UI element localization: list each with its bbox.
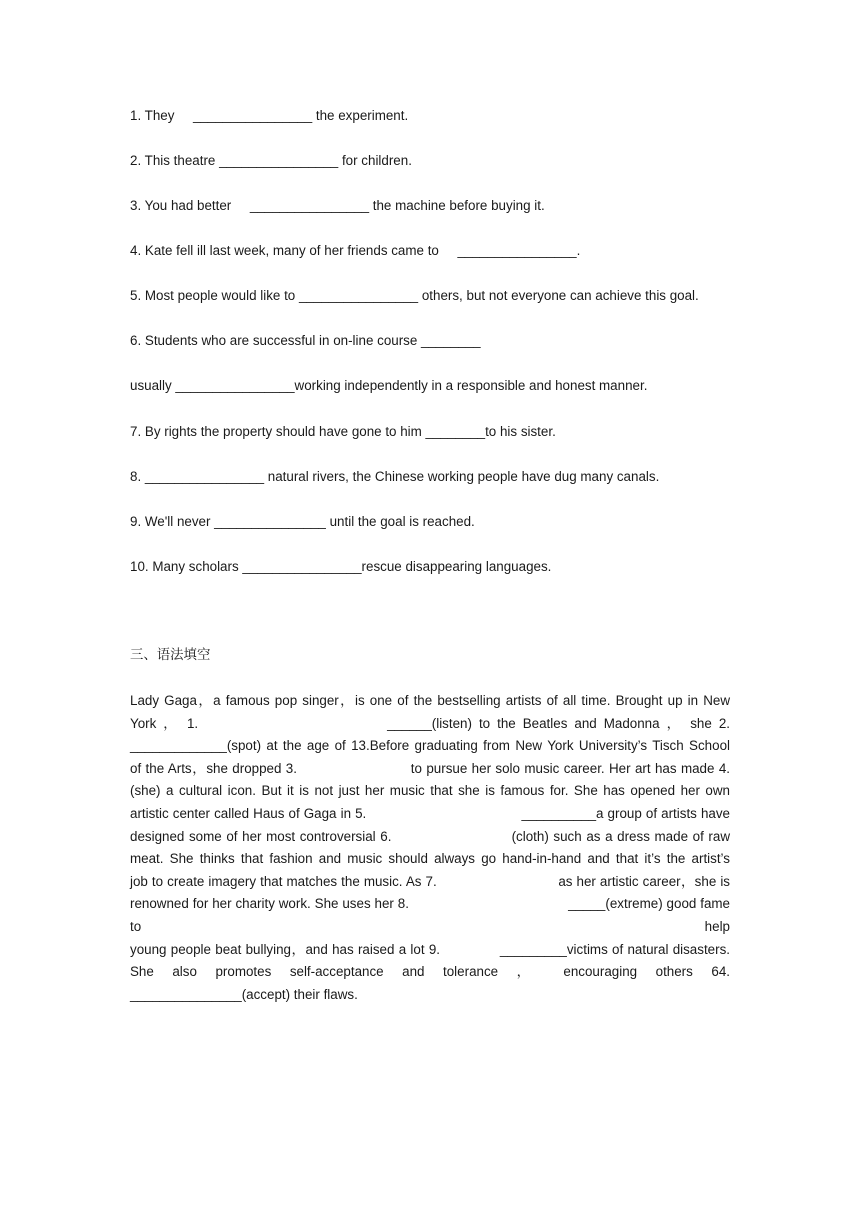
passage-line: designed some of her most controversial 6. (cloth) such as a dress made of raw	[130, 828, 730, 844]
exercise-line: 4. Kate fell ill last week, many of her friends came to ________________.	[130, 243, 581, 258]
passage-line: meat. She thinks that fashion and music should always go hand-in-hand and that it’s the artist’s	[130, 851, 730, 867]
passage-line: artistic center called Haus of Gaga in 5. __________a group of artists have	[130, 805, 730, 821]
exercise-line: 10. Many scholars ________________rescue disappearing languages.	[130, 559, 552, 574]
exercise-line: 8. ________________ natural rivers, the Chinese working people have dug many canals.	[130, 469, 660, 484]
exercise-line: 2. This theatre ________________ for children.	[130, 153, 412, 168]
passage-line: renowned for her charity work. She uses her 8. _____(extreme) good fame to help	[130, 896, 734, 934]
passage-line: (she) a cultural icon. But it is not just her music that she is famous for. She has opened her own	[130, 783, 730, 799]
exercise-line: 7. By rights the property should have gone to him ________to his sister.	[130, 424, 556, 439]
grammar-passage	[130, 690, 734, 1006]
exercise-line: 9. We'll never _______________ until the goal is reached.	[130, 514, 475, 529]
passage-line: young people beat bullying，and has raised a lot 9. _________victims of natural disasters.	[130, 941, 730, 957]
passage-line: of the Arts，she dropped 3. to pursue her solo music career. Her art has made 4.	[130, 760, 730, 776]
exercise-line: 5. Most people would like to ________________ others, but not everyone can achieve this goal.	[130, 288, 699, 303]
passage-line: _______________(accept) their flaws.	[130, 986, 358, 1002]
passage-line: job to create imagery that matches the music. As 7. as her artistic career，she is	[130, 873, 730, 889]
exercise-line: usually ________________working independently in a responsible and honest manner.	[130, 378, 648, 393]
passage-line: Lady Gaga，a famous pop singer，is one of the bestselling artists of all time. Brought up in New	[130, 693, 730, 708]
passage-line: York ， 1. ______(listen) to the Beatles and Madonna ， she 2.	[130, 715, 730, 731]
passage-line: She also promotes self-acceptance and tolerance ， encouraging others 64.	[130, 964, 730, 980]
passage-line: _____________(spot) at the age of 13.Before graduating from New York University’s Tisch School	[130, 738, 730, 754]
exercise-line: 6. Students who are successful in on-line course ________	[130, 333, 481, 348]
section-heading: 三、语法填空	[130, 648, 211, 663]
exercise-line: 1. They ________________ the experiment.	[130, 108, 409, 123]
exercise-line: 3. You had better ________________ the machine before buying it.	[130, 198, 545, 213]
